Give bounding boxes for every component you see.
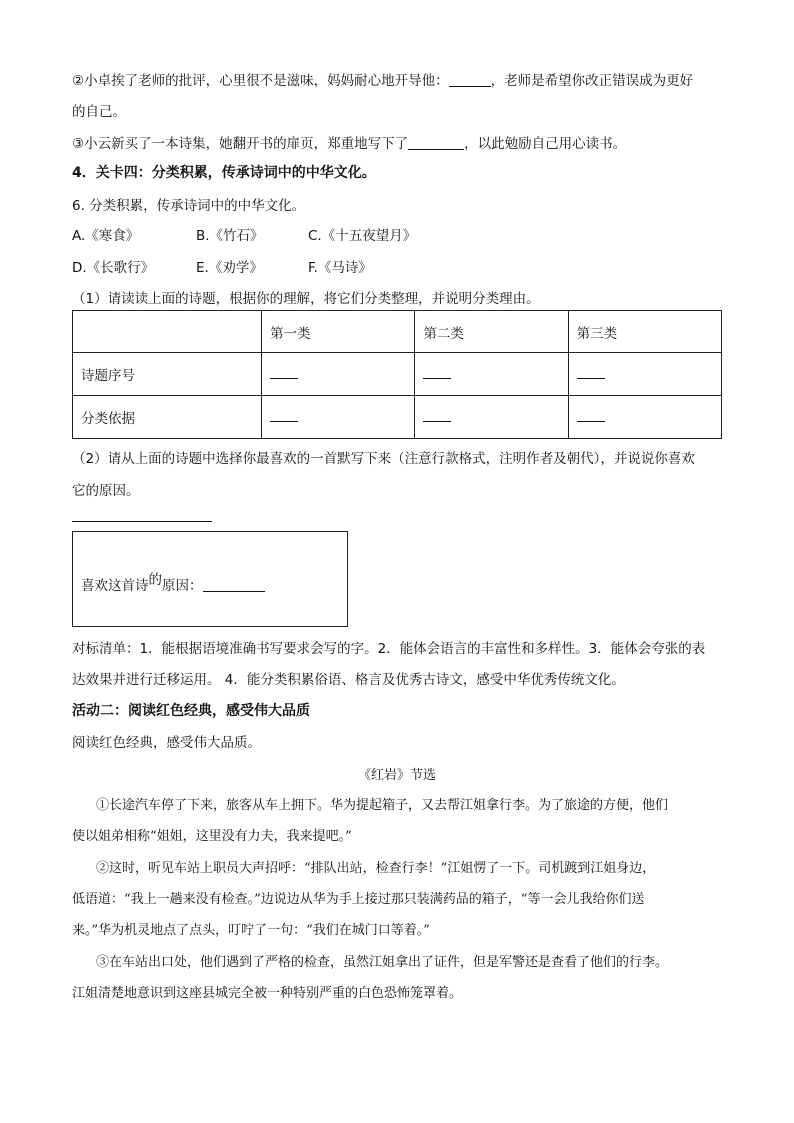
question-line-3 <box>72 132 626 152</box>
option-c: C.《十五夜望月》 <box>308 228 417 244</box>
reason-label: 原因： <box>162 578 203 594</box>
answer-cell[interactable] <box>568 353 721 396</box>
answer-blank[interactable] <box>423 366 451 379</box>
answer-cell[interactable] <box>415 396 568 439</box>
passage-line: 使以姐弟相称“姐姐，这里没有力夫，我来提吧。” <box>72 829 352 844</box>
passage-line: ②这时，听见车站上职员大声招呼：“排队出站，检查行李！”江姐愣了一下。司机踱到江姐身边， <box>96 861 656 876</box>
answer-cell[interactable] <box>262 396 415 439</box>
question-6: 6. 分类积累，传承诗词中的中华文化。 <box>72 198 306 214</box>
section-4-heading: 4．关卡四：分类积累，传承诗词中的中华文化。 <box>72 165 376 181</box>
option-d: D.《长歌行》 <box>72 260 155 276</box>
table-row <box>73 396 722 439</box>
checklist-line-2: 达效果并进行迁移运用。 4．能分类积累俗语、格言及优秀古诗文，感受中华优秀传统文化。 <box>72 672 625 688</box>
line-text: ③小云新买了一本诗集，她翻开书的扉页，郑重地写下了 <box>72 136 409 152</box>
answer-blank[interactable] <box>577 366 605 379</box>
part-2-instruction: （2）请从上面的诗题中选择你最喜欢的一首默写下来（注意行款格式，注明作者及朝代），并说说你喜欢 <box>72 451 695 467</box>
option-a: A.《寒食》 <box>72 228 140 244</box>
activity-2-heading: 活动二：阅读红色经典，感受伟大品质 <box>72 703 310 719</box>
row-label: 诗题序号 <box>73 353 262 396</box>
answer-blank[interactable] <box>270 366 298 379</box>
part-2-instruction-cont: 它的原因。 <box>72 483 140 499</box>
part-1-instruction: （1）请读读上面的诗题，根据你的理解，将它们分类整理，并说明分类理由。 <box>72 291 540 307</box>
table-header-row <box>73 311 722 353</box>
option-b: B.《竹石》 <box>196 228 264 244</box>
answer-blank[interactable] <box>408 135 464 150</box>
table-header-cell: 第一类 <box>262 311 415 353</box>
activity-2-intro: 阅读红色经典，感受伟大品质。 <box>72 735 261 751</box>
passage-line: 低语道：“我上一趟来没有检查。”边说边从华为手上接过那只装满药品的箱子，“等一会儿我给你们送 <box>72 892 645 907</box>
answer-blank[interactable] <box>270 409 298 422</box>
answer-blank[interactable] <box>423 409 451 422</box>
table-header-cell: 第二类 <box>415 311 568 353</box>
line-text: ②小卓挨了老师的批评，心里很不是滋味，妈妈耐心地开导他： <box>72 73 449 89</box>
passage-line: 来。”华为机灵地点了点头，叮咛了一句：“我们在城门口等着。” <box>72 923 430 938</box>
answer-cell[interactable] <box>415 353 568 396</box>
table-row <box>73 353 722 396</box>
passage-line: 江姐清楚地意识到这座县城完全被一种特别严重的白色恐怖笼罩着。 <box>72 986 463 1001</box>
line-text: ，老师是希望你改正错误成为更好 <box>490 73 694 89</box>
answer-cell[interactable] <box>568 396 721 439</box>
option-e: E.《劝学》 <box>196 260 263 276</box>
reason-prompt <box>81 574 265 594</box>
poem-writing-line[interactable] <box>72 521 212 522</box>
passage-line: ③在车站出口处，他们遇到了严格的检查，虽然江姐拿出了证件，但是军警还是查看了他们的行李。 <box>96 955 669 970</box>
reason-label: 喜欢这首诗 <box>81 578 149 594</box>
line-text: ，以此勉励自己用心读书。 <box>464 136 627 152</box>
table-header-cell: 第三类 <box>568 311 721 353</box>
passage-title: 《红岩》节选 <box>357 768 436 783</box>
row-label: 分类依据 <box>73 396 262 439</box>
answer-blank[interactable] <box>577 409 605 422</box>
classification-table <box>72 310 722 439</box>
table-header-cell <box>73 311 262 353</box>
question-line-2 <box>72 69 693 89</box>
checklist-line-1: 对标清单：1．能根据语境准确书写要求会写的字。2．能体会语言的丰富性和多样性。3．能体会夸张的表 <box>72 641 706 657</box>
passage-line: ①长途汽车停了下来，旅客从车上拥下。华为提起箱子，又去帮江姐拿行李。为了旅途的方便，他们 <box>96 798 669 813</box>
answer-blank[interactable] <box>449 72 491 87</box>
option-f: F.《马诗》 <box>308 260 372 276</box>
reason-box[interactable] <box>72 531 348 627</box>
question-line-2-cont: 的自己。 <box>72 104 126 120</box>
answer-cell[interactable] <box>262 353 415 396</box>
reason-label: 的 <box>148 572 162 588</box>
answer-blank[interactable] <box>203 577 265 592</box>
